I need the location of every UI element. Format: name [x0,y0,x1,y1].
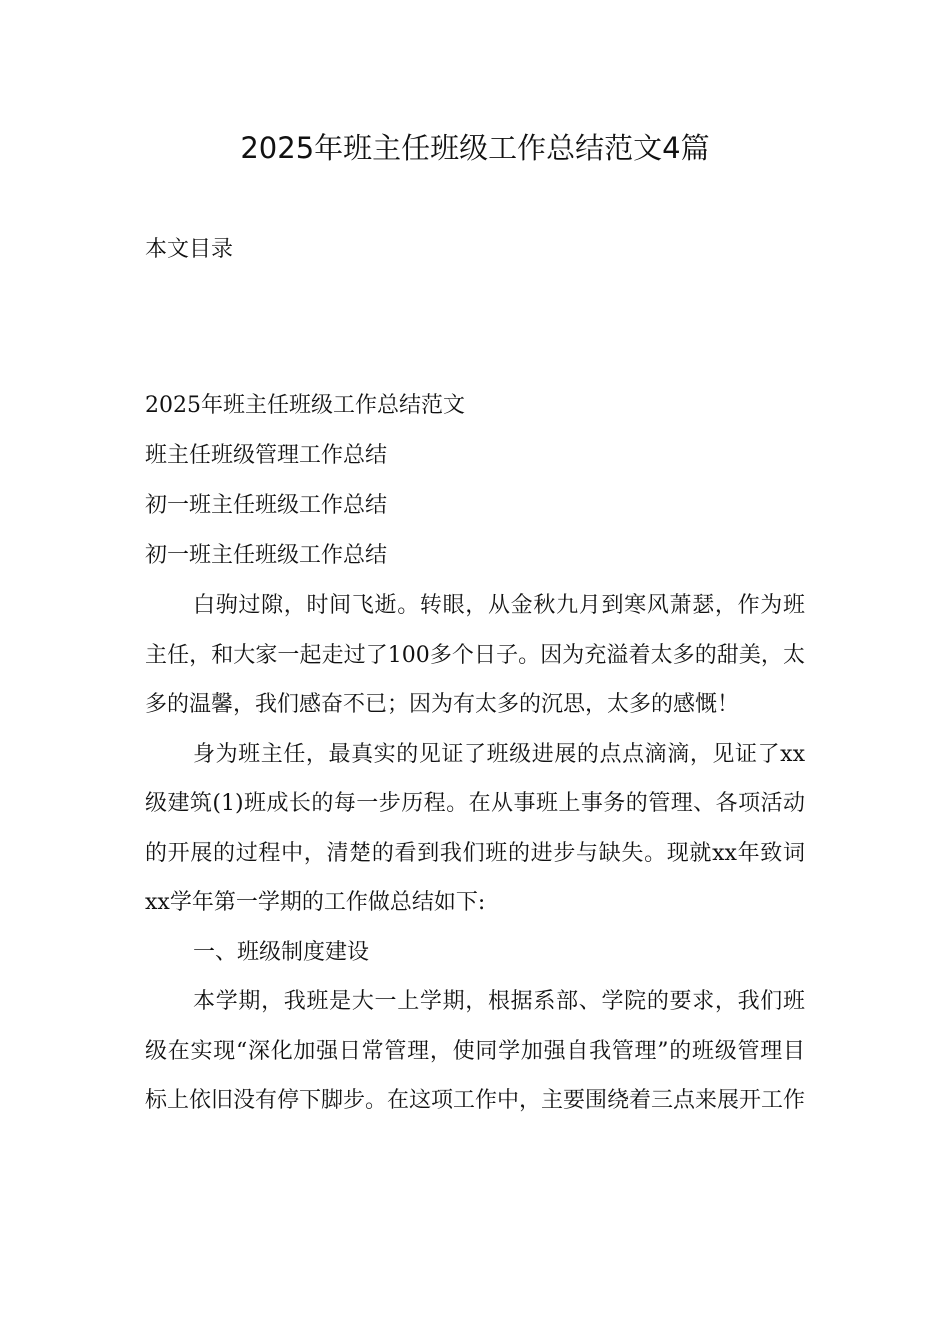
section-heading: 一、班级制度建设 [193,939,370,965]
table-of-contents [145,381,805,581]
body-text [145,581,805,1126]
toc-item: 初一班主任班级工作总结 [145,543,388,568]
paragraph: 白驹过隙，时间飞逝。转眼，从金秋九月到寒风萧瑟，作为班主任，和大家一起走过了100多个日子。因为充溢着太多的甜美，太多的温馨，我们感奋不已；因为有太多的沉思，太多的感慨！ [145,593,805,717]
toc-item: 班主任班级管理工作总结 [145,443,388,468]
toc-item: 初一班主任班级工作总结 [145,493,388,518]
document-title: 2025年班主任班级工作总结范文4篇 [240,131,710,165]
paragraph: 本学期，我班是大一上学期，根据系部、学院的要求，我们班级在实现“深化加强日常管理，使同学加强自我管理”的班级管理目标上依旧没有停下脚步。在这项工作中，主要围绕着三点来展开工作 [145,989,806,1113]
toc-heading: 本文目录 [145,237,234,262]
paragraph: 身为班主任，最真实的见证了班级进展的点点滴滴，见证了xx级建筑(1)班成长的每一步历程。在从事班上事务的管理、各项活动的开展的过程中，清楚的看到我们班的进步与缺失。现就xx年致词xx学年第一学期的工作做总结如下: [145,741,805,915]
toc-item: 2025年班主任班级工作总结范文 [145,393,465,418]
